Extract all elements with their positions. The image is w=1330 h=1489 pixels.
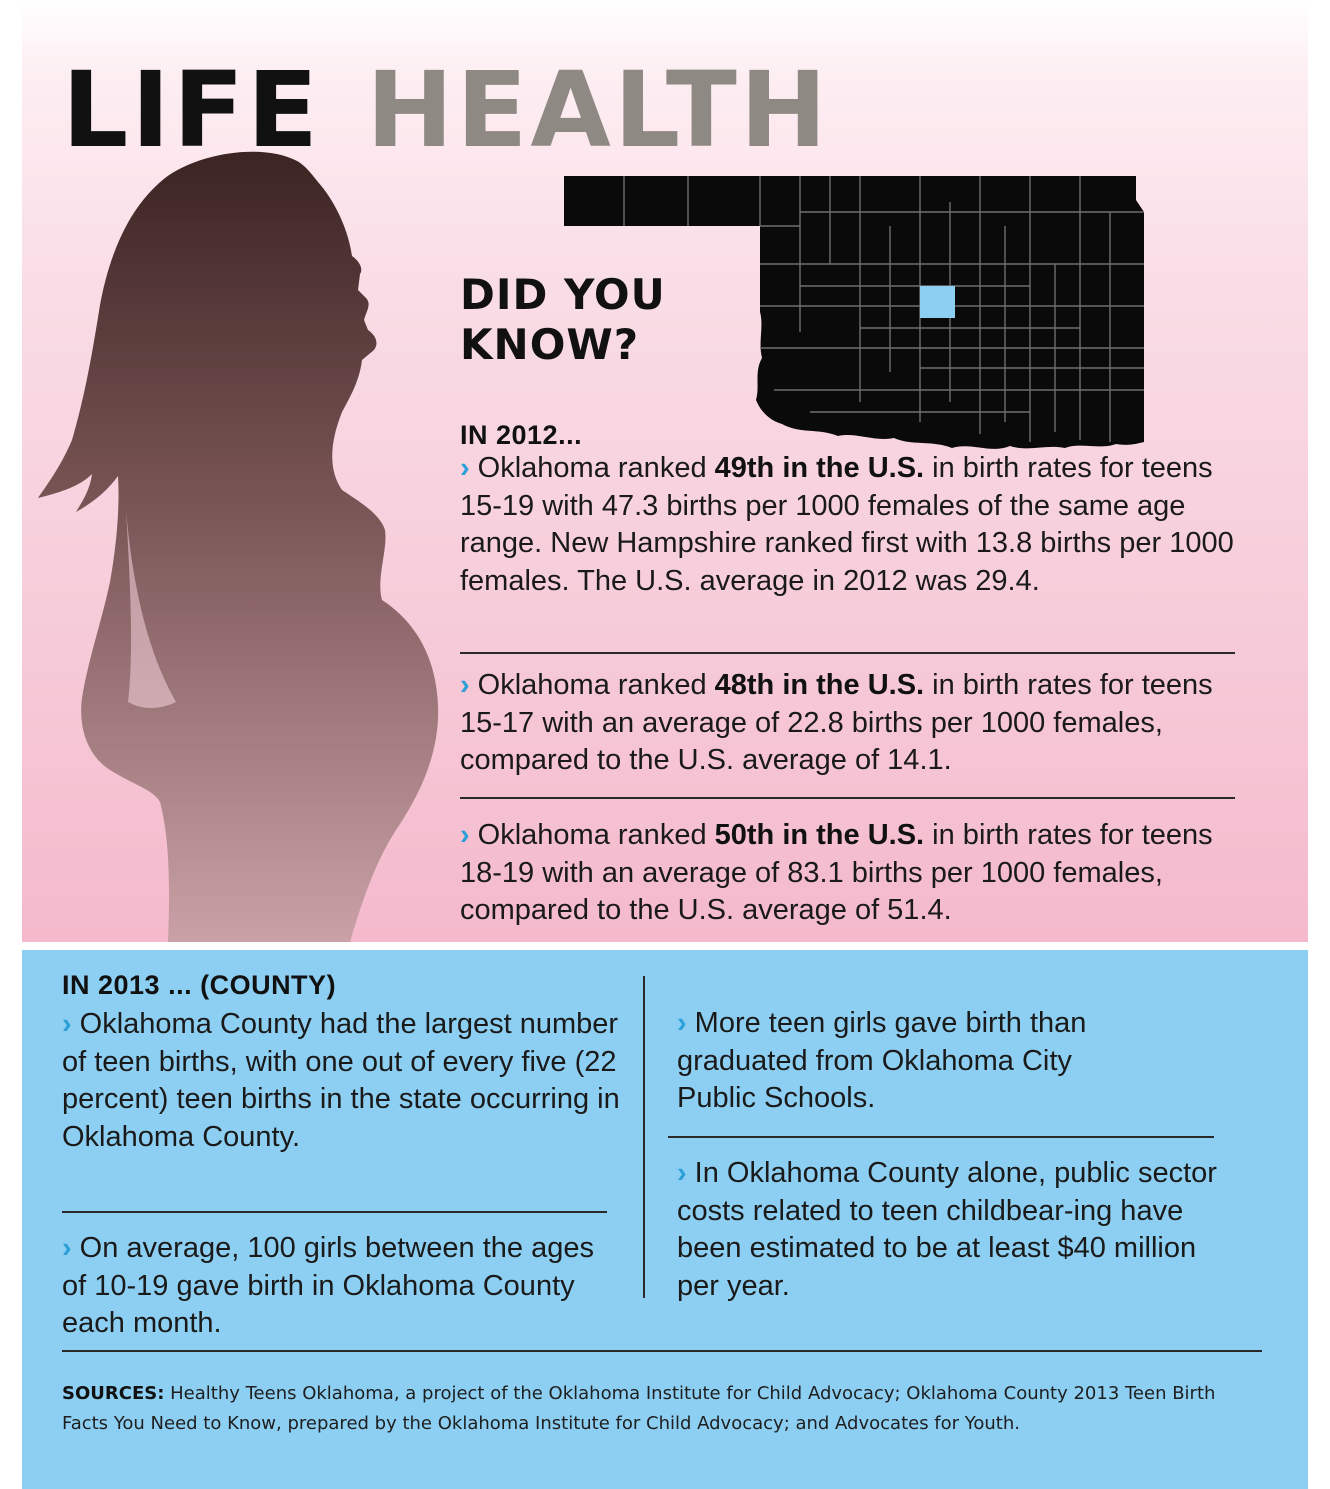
- fact-2013-right-2: [677, 1155, 1242, 1305]
- divider: [668, 1136, 1214, 1138]
- title-life: LIFE: [62, 49, 322, 171]
- fact-text-pre: Oklahoma ranked: [477, 819, 715, 851]
- chevron-right-icon: ›: [62, 1232, 72, 1264]
- fact-2013-left-2: [62, 1230, 622, 1343]
- fact-text: In Oklahoma County alone, public sector costs related to teen childbear-ing have been estimated to be at least $40 million per year.: [677, 1157, 1217, 1302]
- fact-2012-1: [460, 450, 1260, 600]
- fact-text-post: in birth rates for teens 15-17 with an average of 22.8 births per 1000 females, compared to the U.S. average of 14.1.: [460, 669, 1213, 776]
- chevron-right-icon: ›: [460, 452, 470, 484]
- heading-2013: IN 2013 ... (COUNTY): [62, 970, 337, 1000]
- fact-rank: 49th in the U.S.: [714, 452, 925, 484]
- pregnant-woman-silhouette-icon: [30, 150, 450, 942]
- chevron-right-icon: ›: [460, 669, 470, 701]
- divider: [62, 1350, 1262, 1352]
- fact-text-pre: Oklahoma ranked: [477, 452, 715, 484]
- did-you-know-heading: [460, 270, 666, 370]
- did-you-know-line-2: KNOW?: [460, 320, 640, 369]
- chevron-right-icon: ›: [677, 1007, 687, 1039]
- divider: [62, 1211, 607, 1213]
- sources-label: SOURCES:: [62, 1383, 165, 1404]
- fact-text: Oklahoma County had the largest number of teen births, with one out of every five (22 percent) teen births in the state occurring in Oklahoma County.: [62, 1008, 620, 1153]
- fact-text-pre: Oklahoma ranked: [477, 669, 715, 701]
- chevron-right-icon: ›: [460, 819, 470, 851]
- page-title: [62, 49, 830, 171]
- fact-rank: 48th in the U.S.: [714, 669, 925, 701]
- fact-2012-3: [460, 817, 1222, 930]
- divider: [460, 797, 1235, 799]
- fact-rank: 50th in the U.S.: [714, 819, 925, 851]
- column-divider: [643, 976, 645, 1298]
- fact-text-post: in birth rates for teens 18-19 with an average of 83.1 births per 1000 females, compared to the U.S. average of 51.4.: [460, 819, 1213, 926]
- sources-note: [62, 1379, 1262, 1439]
- fact-text: More teen girls gave birth than graduated from Oklahoma City Public Schools.: [677, 1007, 1087, 1114]
- oklahoma-county-highlight: [920, 286, 955, 318]
- fact-text: On average, 100 girls between the ages of 10-19 gave birth in Oklahoma County each month.: [62, 1232, 594, 1339]
- fact-text-post: in birth rates for teens 15-19 with 47.3 births per 1000 females of the same age range. New Hampshire ranked first with 13.8 births per 1000 females. The U.S. average in 2012 was 29.4.: [460, 452, 1234, 597]
- title-health: HEALTH: [366, 49, 830, 171]
- chevron-right-icon: ›: [677, 1157, 687, 1189]
- fact-2013-left-1: [62, 1006, 622, 1156]
- chevron-right-icon: ›: [62, 1008, 72, 1040]
- did-you-know-line-1: DID YOU: [460, 270, 666, 319]
- heading-2012: IN 2012...: [460, 420, 583, 450]
- fact-2013-right-1: [677, 1005, 1157, 1118]
- fact-2012-2: [460, 667, 1222, 780]
- sources-text: Healthy Teens Oklahoma, a project of the Oklahoma Institute for Child Advocacy; Oklahoma County 2013 Teen Birth Facts You Need to Know, prepared by the Oklahoma Institute for Child Advocacy; and Advocates for Youth.: [62, 1383, 1216, 1434]
- divider: [460, 652, 1235, 654]
